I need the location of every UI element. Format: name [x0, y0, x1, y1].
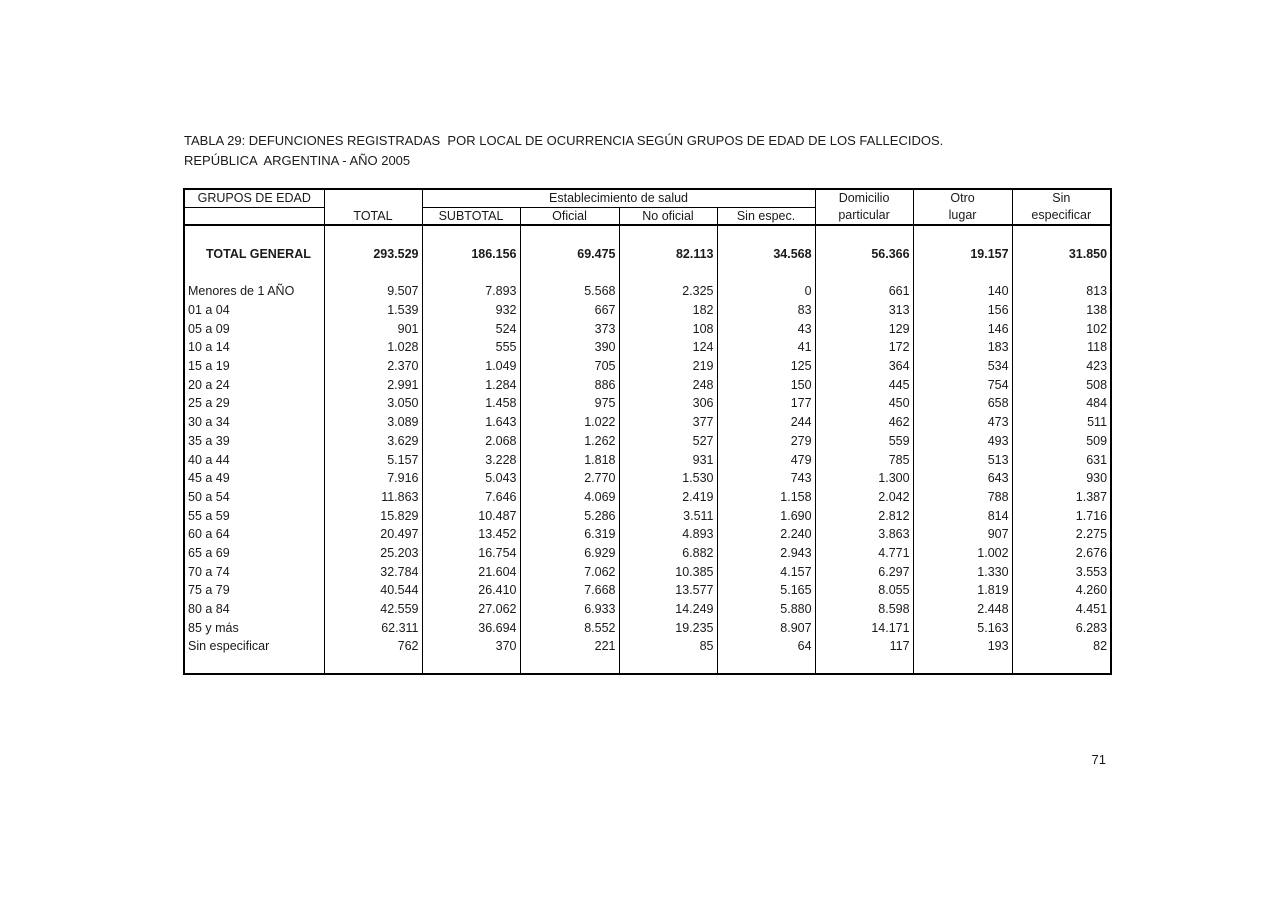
value-cell: 20.497: [324, 525, 422, 544]
value-cell: 138: [1012, 301, 1111, 320]
value-cell: 901: [324, 319, 422, 338]
age-group-label: 50 a 54: [184, 488, 324, 507]
value-cell: 2.676: [1012, 544, 1111, 563]
value-cell: 83: [717, 301, 815, 320]
value-cell: 559: [815, 432, 913, 451]
value-cell: 244: [717, 413, 815, 432]
total-general-row: [184, 244, 1111, 263]
value-cell: 4.260: [1012, 581, 1111, 600]
value-cell: 2.991: [324, 375, 422, 394]
value-cell: 377: [619, 413, 717, 432]
table-row: [184, 301, 1111, 320]
value-cell: 5.157: [324, 450, 422, 469]
header-group-establecimiento: Establecimiento de salud: [422, 189, 815, 207]
value-cell: 1.284: [422, 375, 520, 394]
value-cell: 1.530: [619, 469, 717, 488]
value-cell: 146: [913, 319, 1012, 338]
value-cell: 1.300: [815, 469, 913, 488]
value-cell: 508: [1012, 375, 1111, 394]
value-cell: 25.203: [324, 544, 422, 563]
value-cell: 788: [913, 488, 1012, 507]
value-cell: 373: [520, 319, 619, 338]
value-cell: 9.507: [324, 282, 422, 301]
value-cell: 82.113: [619, 244, 717, 263]
value-cell: 8.055: [815, 581, 913, 600]
value-cell: 743: [717, 469, 815, 488]
value-cell: 26.410: [422, 581, 520, 600]
value-cell: 140: [913, 282, 1012, 301]
value-cell: 423: [1012, 357, 1111, 376]
value-cell: 2.448: [913, 600, 1012, 619]
total-general-label: TOTAL GENERAL: [184, 244, 324, 263]
value-cell: 6.933: [520, 600, 619, 619]
value-cell: 0: [717, 282, 815, 301]
value-cell: 658: [913, 394, 1012, 413]
table-row: [184, 469, 1111, 488]
value-cell: 102: [1012, 319, 1111, 338]
value-cell: 5.165: [717, 581, 815, 600]
table-row: [184, 618, 1111, 637]
value-cell: 4.771: [815, 544, 913, 563]
value-cell: 40.544: [324, 581, 422, 600]
value-cell: 814: [913, 506, 1012, 525]
header-sin-especificar: [1012, 189, 1111, 225]
table-row: [184, 394, 1111, 413]
value-cell: 932: [422, 301, 520, 320]
header-sin-espec: Sin espec.: [717, 207, 815, 225]
value-cell: 886: [520, 375, 619, 394]
value-cell: 306: [619, 394, 717, 413]
table-bottom-section: [184, 656, 1111, 674]
table-row: [184, 488, 1111, 507]
table-row: [184, 637, 1111, 656]
table-row: [184, 432, 1111, 451]
value-cell: 117: [815, 637, 913, 656]
table-row: [184, 525, 1111, 544]
value-cell: 4.893: [619, 525, 717, 544]
value-cell: 8.552: [520, 618, 619, 637]
value-cell: 2.943: [717, 544, 815, 563]
spacer-row: [184, 263, 1111, 282]
value-cell: 6.283: [1012, 618, 1111, 637]
value-cell: 705: [520, 357, 619, 376]
header-age-groups: GRUPOS DE EDAD: [184, 189, 324, 207]
value-cell: 1.690: [717, 506, 815, 525]
value-cell: 975: [520, 394, 619, 413]
value-cell: 293.529: [324, 244, 422, 263]
value-cell: 445: [815, 375, 913, 394]
value-cell: 1.716: [1012, 506, 1111, 525]
age-group-label: 20 a 24: [184, 375, 324, 394]
age-group-label: 10 a 14: [184, 338, 324, 357]
table-row: [184, 581, 1111, 600]
value-cell: 5.568: [520, 282, 619, 301]
header-subtotal: SUBTOTAL: [422, 207, 520, 225]
table-title-line-1: TABLA 29: DEFUNCIONES REGISTRADAS POR LOCAL DE OCURRENCIA SEGÚN GRUPOS DE EDAD DE LOS FALLECIDOS.: [184, 133, 944, 148]
value-cell: 8.598: [815, 600, 913, 619]
value-cell: 1.049: [422, 357, 520, 376]
value-cell: 85: [619, 637, 717, 656]
age-group-label: 75 a 79: [184, 581, 324, 600]
header-otro-lugar: [913, 189, 1012, 225]
value-cell: 484: [1012, 394, 1111, 413]
value-cell: 2.042: [815, 488, 913, 507]
value-cell: 31.850: [1012, 244, 1111, 263]
value-cell: 7.646: [422, 488, 520, 507]
value-cell: 19.157: [913, 244, 1012, 263]
value-cell: 129: [815, 319, 913, 338]
value-cell: 1.819: [913, 581, 1012, 600]
value-cell: 3.863: [815, 525, 913, 544]
value-cell: 118: [1012, 338, 1111, 357]
value-cell: 279: [717, 432, 815, 451]
age-group-label: 15 a 19: [184, 357, 324, 376]
value-cell: 1.262: [520, 432, 619, 451]
value-cell: 4.069: [520, 488, 619, 507]
value-cell: 1.330: [913, 562, 1012, 581]
value-cell: 36.694: [422, 618, 520, 637]
value-cell: 907: [913, 525, 1012, 544]
age-group-label: 80 a 84: [184, 600, 324, 619]
value-cell: 3.050: [324, 394, 422, 413]
age-group-label: 30 a 34: [184, 413, 324, 432]
table-row: [184, 338, 1111, 357]
value-cell: 643: [913, 469, 1012, 488]
table-body: [184, 282, 1111, 656]
value-cell: 3.629: [324, 432, 422, 451]
value-cell: 6.929: [520, 544, 619, 563]
value-cell: 21.604: [422, 562, 520, 581]
value-cell: 513: [913, 450, 1012, 469]
value-cell: 364: [815, 357, 913, 376]
value-cell: 19.235: [619, 618, 717, 637]
value-cell: 527: [619, 432, 717, 451]
value-cell: 754: [913, 375, 1012, 394]
value-cell: 534: [913, 357, 1012, 376]
value-cell: 183: [913, 338, 1012, 357]
value-cell: 3.228: [422, 450, 520, 469]
header-empty-cell: [184, 207, 324, 225]
value-cell: 462: [815, 413, 913, 432]
value-cell: 1.818: [520, 450, 619, 469]
header-no-oficial: No oficial: [619, 207, 717, 225]
value-cell: 4.157: [717, 562, 815, 581]
value-cell: 5.286: [520, 506, 619, 525]
value-cell: 631: [1012, 450, 1111, 469]
value-cell: 762: [324, 637, 422, 656]
value-cell: 3.553: [1012, 562, 1111, 581]
value-cell: 7.916: [324, 469, 422, 488]
value-cell: 8.907: [717, 618, 815, 637]
value-cell: 390: [520, 338, 619, 357]
value-cell: 2.240: [717, 525, 815, 544]
value-cell: 2.770: [520, 469, 619, 488]
age-group-label: 35 a 39: [184, 432, 324, 451]
value-cell: 10.487: [422, 506, 520, 525]
table-row: [184, 319, 1111, 338]
table-row: [184, 506, 1111, 525]
value-cell: 177: [717, 394, 815, 413]
value-cell: 1.158: [717, 488, 815, 507]
value-cell: 511: [1012, 413, 1111, 432]
spacer-row: [184, 656, 1111, 674]
value-cell: 7.893: [422, 282, 520, 301]
age-group-label: 85 y más: [184, 618, 324, 637]
value-cell: 15.829: [324, 506, 422, 525]
value-cell: 5.043: [422, 469, 520, 488]
value-cell: 2.325: [619, 282, 717, 301]
value-cell: 82: [1012, 637, 1111, 656]
value-cell: 370: [422, 637, 520, 656]
value-cell: 5.880: [717, 600, 815, 619]
age-group-label: 70 a 74: [184, 562, 324, 581]
value-cell: 69.475: [520, 244, 619, 263]
value-cell: 1.002: [913, 544, 1012, 563]
value-cell: 64: [717, 637, 815, 656]
value-cell: 42.559: [324, 600, 422, 619]
value-cell: 493: [913, 432, 1012, 451]
value-cell: 221: [520, 637, 619, 656]
table-row: [184, 600, 1111, 619]
value-cell: 186.156: [422, 244, 520, 263]
value-cell: 1.028: [324, 338, 422, 357]
header-total: TOTAL: [324, 189, 422, 225]
value-cell: 124: [619, 338, 717, 357]
value-cell: 1.387: [1012, 488, 1111, 507]
value-cell: 930: [1012, 469, 1111, 488]
spacer-row: [184, 225, 1111, 244]
value-cell: 13.577: [619, 581, 717, 600]
deaths-by-place-table: [183, 188, 1112, 675]
value-cell: 473: [913, 413, 1012, 432]
age-group-label: 65 a 69: [184, 544, 324, 563]
age-group-label: 45 a 49: [184, 469, 324, 488]
value-cell: 313: [815, 301, 913, 320]
age-group-label: Sin especificar: [184, 637, 324, 656]
table-total-section: [184, 225, 1111, 282]
value-cell: 16.754: [422, 544, 520, 563]
value-cell: 6.882: [619, 544, 717, 563]
value-cell: 509: [1012, 432, 1111, 451]
value-cell: 2.370: [324, 357, 422, 376]
value-cell: 43: [717, 319, 815, 338]
value-cell: 2.812: [815, 506, 913, 525]
header-otro-line2: lugar: [948, 208, 977, 222]
value-cell: 62.311: [324, 618, 422, 637]
value-cell: 1.539: [324, 301, 422, 320]
value-cell: 1.458: [422, 394, 520, 413]
value-cell: 193: [913, 637, 1012, 656]
value-cell: 150: [717, 375, 815, 394]
age-group-label: 60 a 64: [184, 525, 324, 544]
age-group-label: 55 a 59: [184, 506, 324, 525]
header-sin-line1: Sin: [1052, 191, 1071, 205]
value-cell: 125: [717, 357, 815, 376]
value-cell: 7.668: [520, 581, 619, 600]
age-group-label: 05 a 09: [184, 319, 324, 338]
value-cell: 479: [717, 450, 815, 469]
value-cell: 13.452: [422, 525, 520, 544]
value-cell: 108: [619, 319, 717, 338]
value-cell: 182: [619, 301, 717, 320]
value-cell: 3.511: [619, 506, 717, 525]
table-row: [184, 413, 1111, 432]
value-cell: 3.089: [324, 413, 422, 432]
value-cell: 667: [520, 301, 619, 320]
table-title-line-2: REPÚBLICA ARGENTINA - AÑO 2005: [184, 153, 411, 168]
value-cell: 56.366: [815, 244, 913, 263]
age-group-label: 40 a 44: [184, 450, 324, 469]
value-cell: 34.568: [717, 244, 815, 263]
header-domicilio-line1: Domicilio: [838, 191, 890, 205]
table-header: [184, 189, 1111, 225]
header-oficial: Oficial: [520, 207, 619, 225]
header-domicilio-line2: particular: [838, 208, 890, 222]
value-cell: 785: [815, 450, 913, 469]
value-cell: 32.784: [324, 562, 422, 581]
age-group-label: Menores de 1 AÑO: [184, 282, 324, 301]
page-number: 71: [1091, 752, 1106, 767]
value-cell: 4.451: [1012, 600, 1111, 619]
age-group-label: 25 a 29: [184, 394, 324, 413]
value-cell: 1.022: [520, 413, 619, 432]
table-row: [184, 357, 1111, 376]
value-cell: 14.249: [619, 600, 717, 619]
value-cell: 661: [815, 282, 913, 301]
value-cell: 41: [717, 338, 815, 357]
age-group-label: 01 a 04: [184, 301, 324, 320]
value-cell: 5.163: [913, 618, 1012, 637]
table-row: [184, 544, 1111, 563]
header-sin-line2: especificar: [1031, 208, 1092, 222]
value-cell: 524: [422, 319, 520, 338]
table-row: [184, 375, 1111, 394]
value-cell: 2.419: [619, 488, 717, 507]
table-row: [184, 450, 1111, 469]
value-cell: 555: [422, 338, 520, 357]
value-cell: 11.863: [324, 488, 422, 507]
value-cell: 2.068: [422, 432, 520, 451]
value-cell: 2.275: [1012, 525, 1111, 544]
table-row: [184, 562, 1111, 581]
value-cell: 27.062: [422, 600, 520, 619]
value-cell: 931: [619, 450, 717, 469]
value-cell: 248: [619, 375, 717, 394]
header-domicilio-particular: [815, 189, 913, 225]
value-cell: 6.319: [520, 525, 619, 544]
table-row: [184, 282, 1111, 301]
value-cell: 156: [913, 301, 1012, 320]
value-cell: 14.171: [815, 618, 913, 637]
value-cell: 450: [815, 394, 913, 413]
value-cell: 219: [619, 357, 717, 376]
value-cell: 813: [1012, 282, 1111, 301]
header-otro-line1: Otro: [950, 191, 975, 205]
value-cell: 10.385: [619, 562, 717, 581]
value-cell: 6.297: [815, 562, 913, 581]
value-cell: 1.643: [422, 413, 520, 432]
value-cell: 7.062: [520, 562, 619, 581]
value-cell: 172: [815, 338, 913, 357]
